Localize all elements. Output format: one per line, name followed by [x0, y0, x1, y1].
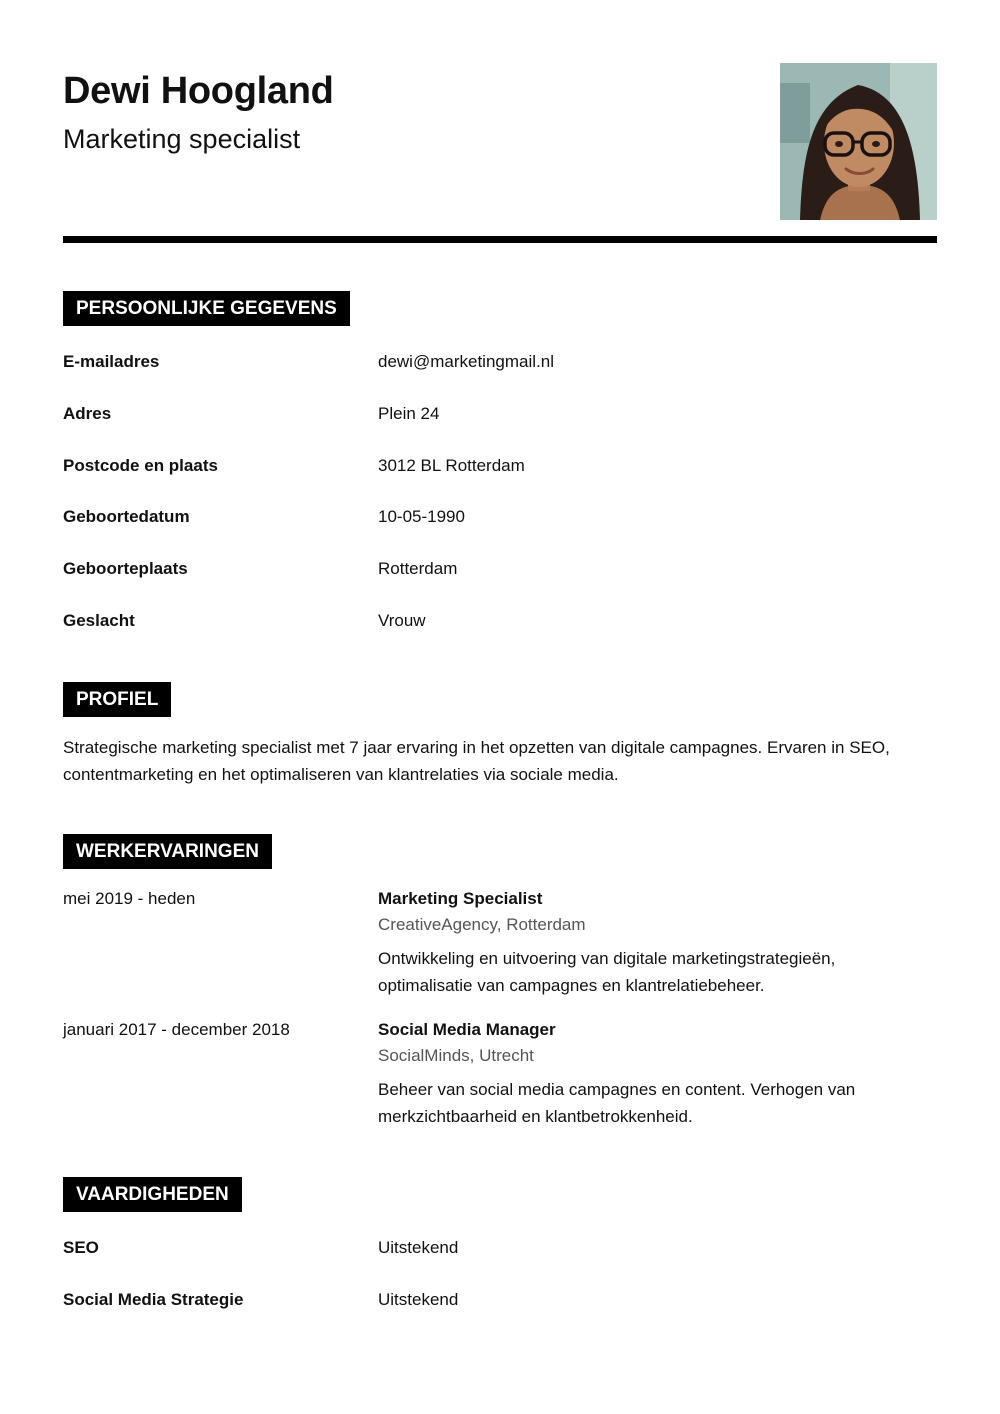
- experience-company: SocialMinds, Utrecht: [378, 1046, 534, 1065]
- section-heading-profile: PROFIEL: [63, 682, 171, 717]
- personal-value-birthplace: Rotterdam: [378, 559, 458, 578]
- header-divider: [63, 236, 937, 243]
- section-heading-experience: WERKERVARINGEN: [63, 834, 272, 869]
- candidate-name: Dewi Hoogland: [63, 70, 334, 112]
- profile-summary: Strategische marketing specialist met 7 jaar ervaring in het opzetten van digitale campagnes. Ervaren in SEO, contentmarketing en het optimaliseren van klantrelaties via sociale media.: [63, 738, 890, 784]
- skill-level: Uitstekend: [378, 1238, 459, 1257]
- personal-label-gender: Geslacht: [63, 611, 135, 630]
- skill-label: SEO: [63, 1238, 99, 1257]
- personal-value-postal-city: 3012 BL Rotterdam: [378, 456, 525, 475]
- experience-role: Social Media Manager: [378, 1020, 556, 1039]
- experience-period: mei 2019 - heden: [63, 889, 196, 908]
- experience-period: januari 2017 - december 2018: [63, 1020, 290, 1039]
- profile-photo: [780, 63, 937, 220]
- personal-value-address: Plein 24: [378, 404, 440, 423]
- experience-role: Marketing Specialist: [378, 889, 543, 908]
- personal-label-email: E-mailadres: [63, 352, 160, 371]
- personal-value-email[interactable]: dewi@marketingmail.nl: [378, 352, 554, 371]
- personal-label-birthplace: Geboorteplaats: [63, 559, 188, 578]
- personal-value-gender: Vrouw: [378, 611, 426, 630]
- experience-description: Ontwikkeling en uitvoering van digitale marketingstrategieën, optimalisatie van campagnes en klantrelatiebeheer.: [378, 949, 836, 995]
- personal-label-birthdate: Geboortedatum: [63, 507, 190, 526]
- skill-level: Uitstekend: [378, 1290, 459, 1309]
- experience-description: Beheer van social media campagnes en content. Verhogen van merkzichtbaarheid en klantbetrokkenheid.: [378, 1080, 856, 1126]
- candidate-job-title: Marketing specialist: [63, 124, 301, 154]
- experience-company: CreativeAgency, Rotterdam: [378, 915, 586, 934]
- profile-photo-illustration: [780, 63, 937, 220]
- personal-label-postal-city: Postcode en plaats: [63, 456, 218, 475]
- section-heading-personal: PERSOONLIJKE GEGEVENS: [63, 291, 350, 326]
- personal-value-birthdate: 10-05-1990: [378, 507, 465, 526]
- skill-label: Social Media Strategie: [63, 1290, 244, 1309]
- personal-label-address: Adres: [63, 404, 112, 423]
- section-heading-skills: VAARDIGHEDEN: [63, 1177, 242, 1212]
